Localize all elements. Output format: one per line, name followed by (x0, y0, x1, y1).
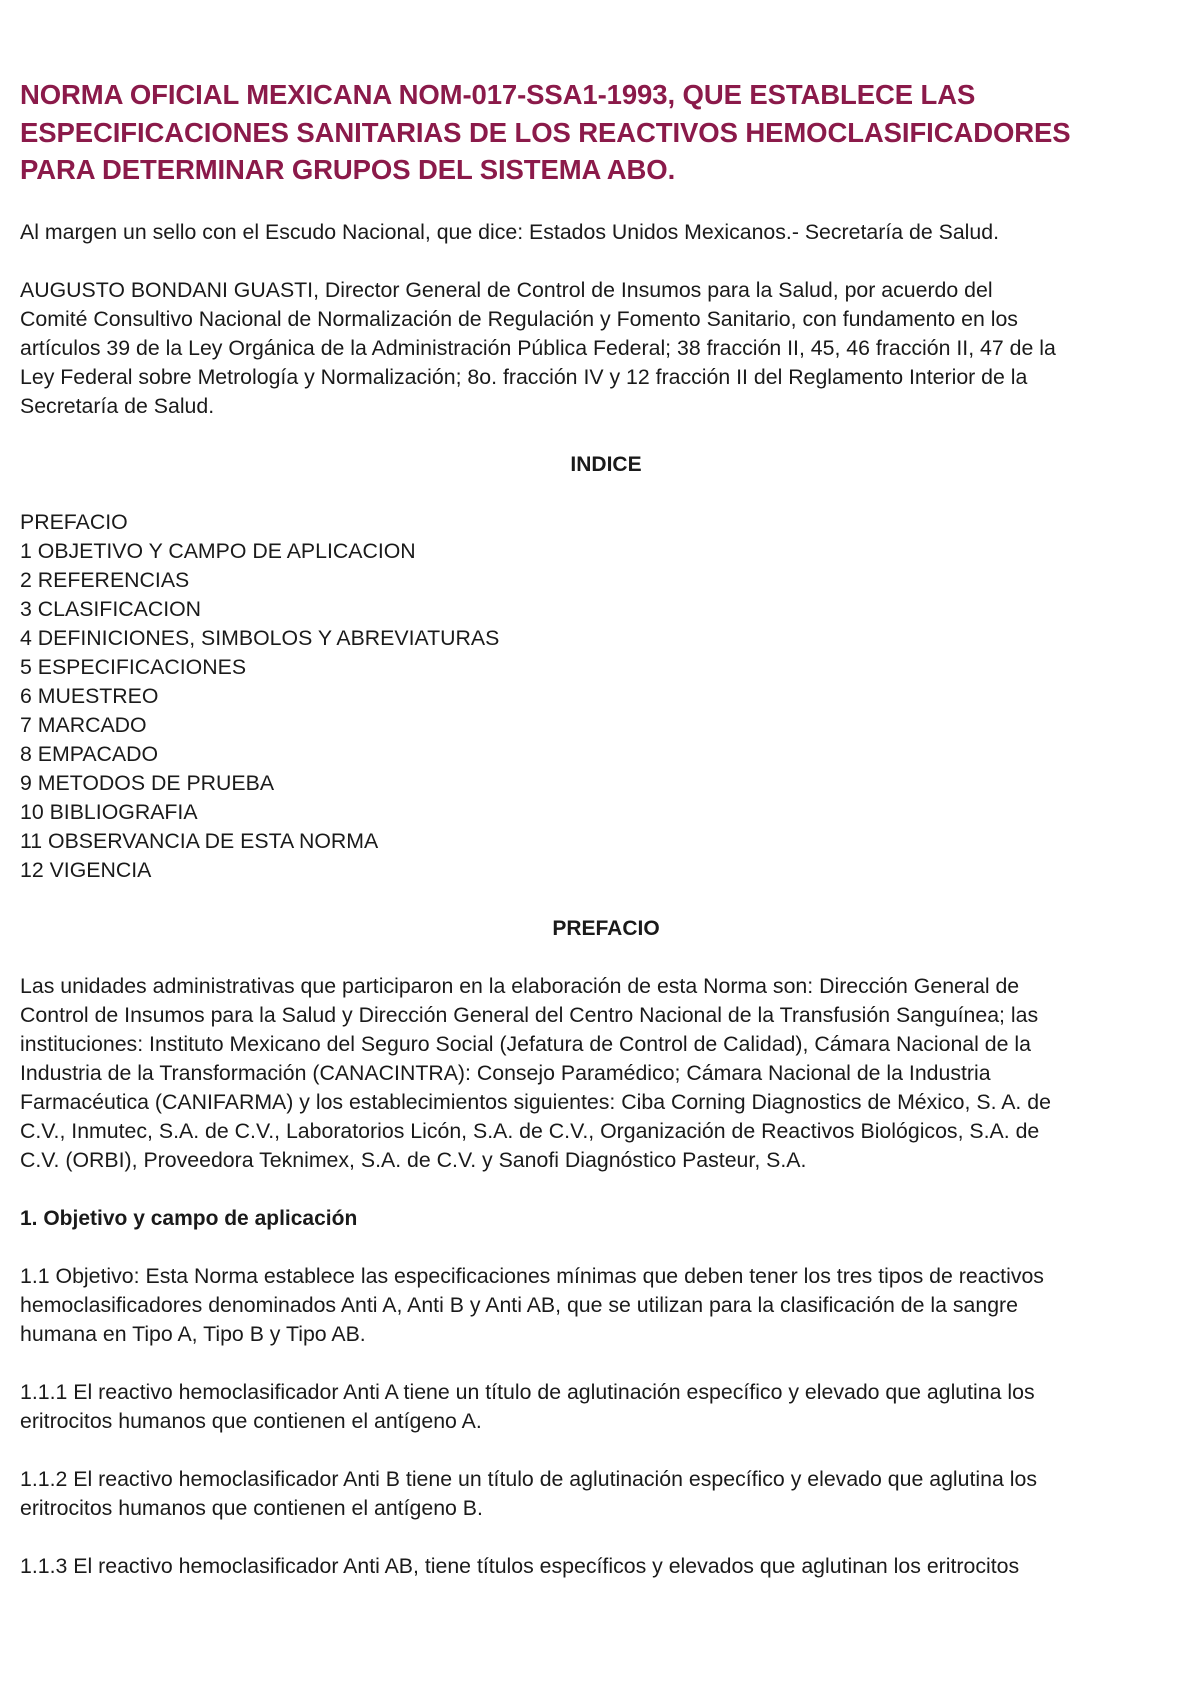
intro-line: AUGUSTO BONDANI GUASTI, Director General de Control de Insumos para la Salud, por acuerdo del (20, 277, 993, 302)
intro-paragraph (20, 276, 1192, 421)
index-item: 10 BIBLIOGRAFIA (20, 799, 198, 824)
document-title (20, 76, 1192, 189)
intro-line: Ley Federal sobre Metrología y Normalización; 8o. fracción IV y 12 fracción II del Reglamento Interior de la (20, 364, 1028, 389)
section-line: humana en Tipo A, Tipo B y Tipo AB. (20, 1321, 366, 1346)
index-item: 9 METODOS DE PRUEBA (20, 770, 275, 795)
preface-line: C.V. (ORBI), Proveedora Teknimex, S.A. de C.V. y Sanofi Diagnóstico Pasteur, S.A. (20, 1147, 807, 1172)
section-1-1-paragraph (20, 1262, 1192, 1349)
index-item: 1 OBJETIVO Y CAMPO DE APLICACION (20, 538, 416, 563)
intro-line: Comité Consultivo Nacional de Normalización de Regulación y Fomento Sanitario, con fundamento en los (20, 306, 1018, 331)
seal-note (20, 218, 1192, 247)
index-item: 8 EMPACADO (20, 741, 159, 766)
section-line: 1.1.1 El reactivo hemoclasificador Anti A tiene un título de aglutinación específico y elevado que aglutina los (20, 1379, 1035, 1404)
preface-line: Farmacéutica (CANIFARMA) y los establecimientos siguientes: Ciba Corning Diagnostics de México, S. A. de (20, 1089, 1051, 1114)
preface-paragraph (20, 972, 1192, 1175)
preface-line: C.V., Inmutec, S.A. de C.V., Laboratorios Licón, S.A. de C.V., Organización de Reactivos Biológicos, S.A. de (20, 1118, 1040, 1143)
index-item: 7 MARCADO (20, 712, 147, 737)
preface-heading: PREFACIO (552, 916, 660, 940)
section-1-1-3-paragraph (20, 1552, 1192, 1581)
index-list (20, 508, 1192, 885)
index-item: 2 REFERENCIAS (20, 567, 190, 592)
preface-line: Industria de la Transformación (CANACINTRA): Consejo Paramédico; Cámara Nacional de la Industria (20, 1060, 991, 1085)
section-line: 1.1.3 El reactivo hemoclasificador Anti AB, tiene títulos específicos y elevados que aglutinan los eritrocitos (20, 1553, 1020, 1578)
section-line: 1.1 Objetivo: Esta Norma establece las especificaciones mínimas que deben tener los tres tipos de reactivos (20, 1263, 1044, 1288)
title-line: PARA DETERMINAR GRUPOS DEL SISTEMA ABO. (20, 154, 676, 185)
section-line: eritrocitos humanos que contienen el antígeno B. (20, 1495, 483, 1520)
preface-line: instituciones: Instituto Mexicano del Seguro Social (Jefatura de Control de Calidad), Cámara Nacional de la (20, 1031, 1031, 1056)
index-item: 12 VIGENCIA (20, 857, 152, 882)
preface-line: Control de Insumos para la Salud y Dirección General del Centro Nacional de la Transfusión Sanguínea; las (20, 1002, 1039, 1027)
document-page (20, 76, 1192, 1610)
index-item: 6 MUESTREO (20, 683, 159, 708)
seal-note-line: Al margen un sello con el Escudo Nacional, que dice: Estados Unidos Mexicanos.- Secretaría de Salud. (20, 219, 1000, 244)
title-line: NORMA OFICIAL MEXICANA NOM-017-SSA1-1993, QUE ESTABLECE LAS (20, 79, 976, 110)
intro-line: Secretaría de Salud. (20, 393, 215, 418)
index-item: 3 CLASIFICACION (20, 596, 202, 621)
index-item: 4 DEFINICIONES, SIMBOLOS Y ABREVIATURAS (20, 625, 500, 650)
preface-line: Las unidades administrativas que participaron en la elaboración de esta Norma son: Dirección General de (20, 973, 1020, 998)
section-line: eritrocitos humanos que contienen el antígeno A. (20, 1408, 482, 1433)
section-1-heading: 1. Objetivo y campo de aplicación (20, 1206, 358, 1230)
index-item: PREFACIO (20, 509, 128, 534)
index-item: 11 OBSERVANCIA DE ESTA NORMA (20, 828, 379, 853)
index-heading: INDICE (570, 452, 642, 476)
index-item: 5 ESPECIFICACIONES (20, 654, 247, 679)
intro-line: artículos 39 de la Ley Orgánica de la Administración Pública Federal; 38 fracción II, 45, 46 fracción II, 47 de la (20, 335, 1056, 360)
section-line: hemoclasificadores denominados Anti A, Anti B y Anti AB, que se utilizan para la clasificación de la sangre (20, 1292, 1018, 1317)
section-1-1-1-paragraph (20, 1378, 1192, 1436)
section-1-1-2-paragraph (20, 1465, 1192, 1523)
title-line: ESPECIFICACIONES SANITARIAS DE LOS REACTIVOS HEMOCLASIFICADORES (20, 116, 1071, 148)
section-line: 1.1.2 El reactivo hemoclasificador Anti B tiene un título de aglutinación específico y elevado que aglutina los (20, 1466, 1037, 1491)
